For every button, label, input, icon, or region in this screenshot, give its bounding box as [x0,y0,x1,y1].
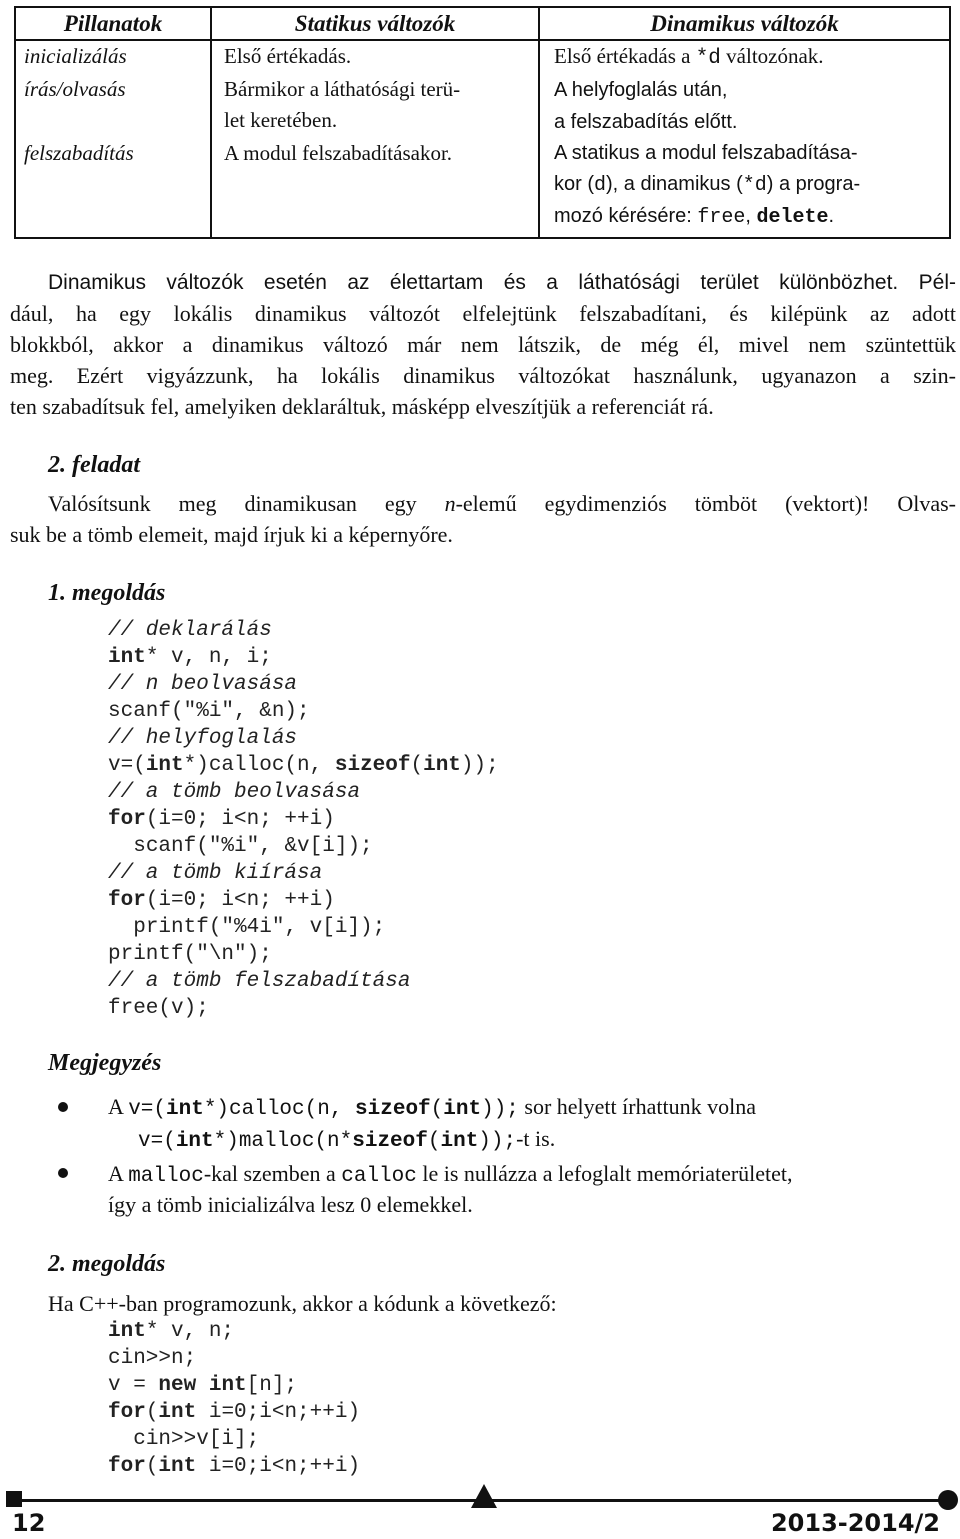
code-line: for(i=0; i<n; ++i) [108,889,335,912]
code-block-cpp [108,1318,360,1480]
note-heading: Megjegyzés [48,1050,162,1076]
code-block-c [108,617,499,1022]
static-cell: A modul felszabadításakor. [211,138,539,238]
code-line: // a tömb kiírása [108,862,323,885]
note-item-continuation: így a tömb inicializálva lesz 0 elemekkel. [108,1192,473,1217]
code-line: cin>>n; [108,1347,197,1370]
solution1-heading: 1. megoldás [48,580,166,606]
triangle-icon [471,1484,497,1508]
header-static: Statikus változók [211,7,539,40]
header-moments: Pillanatok [15,7,211,40]
dynamic-cell: A statikus a modul felszabadítása- kor (d), a dinamikus (*d) a progra- mozó kérésére: free, delete. [539,138,950,238]
bullet-icon [58,1102,68,1112]
task-paragraph: Valósítsunk meg dinamikusan egy n-elemű egydimenziós tömböt (vektort)! Olvas- suk be a tömb elemeit, majd írjuk ki a képernyőre. [10,491,956,547]
code-line: printf("\n"); [108,943,272,966]
table-row [15,74,950,138]
body-paragraph: Dinamikus változók esetén az élettartam és a láthatósági terület különbözhet. Pél- dául, ha egy lokális dinamikus változót elfelejtünk felszabadítani, és kilépünk az adott blokkból, akkor a dinamikus változó már nem látszik, de még él, mivel nem szüntettük meg. Ezért vigyázzunk, ha lokális dinamikus változókat használunk, ugyanazon a szin- ten szabadítsuk fel, amelyiken deklaráltuk, másképp elveszítjük a referenciát rá. [10,271,956,419]
static-cell: Első értékadás. [211,40,539,74]
moment-cell: írás/olvasás [15,74,211,138]
comparison-table [14,6,951,239]
issue-year: 2013-2014/2 [770,1509,940,1537]
bullet-icon [58,1168,68,1178]
note-item-continuation: v=(int*)malloc(n*sizeof(int));-t is. [138,1126,556,1153]
code-line: v=(int*)calloc(n, sizeof(int)); [108,754,499,777]
square-icon [6,1491,22,1507]
code-line: // n beolvasása [108,673,298,696]
note-item: A v=(int*)calloc(n, sizeof(int)); sor helyett írhattunk volna [108,1094,756,1121]
table-row [15,40,950,74]
circle-icon [938,1490,958,1510]
header-dynamic: Dinamikus változók [539,7,950,40]
code-line: int* v, n, i; [108,646,272,669]
static-cell: Bármikor a láthatósági terü- let keretében. [211,74,539,138]
dynamic-cell: Első értékadás a *d változónak. [539,40,950,74]
code-line: printf("%4i", v[i]); [133,916,386,939]
task-heading: 2. feladat [48,452,140,478]
moment-cell: felszabadítás [15,138,211,238]
solution2-intro: Ha C++-ban programozunk, akkor a kódunk a következő: [48,1291,557,1316]
code-line: int* v, n; [108,1320,235,1343]
code-line: scanf("%i", &v[i]); [133,835,373,858]
moment-cell: inicializálás [15,40,211,74]
solution2-heading: 2. megoldás [48,1251,166,1277]
dynamic-cell: A helyfoglalás után, a felszabadítás előtt. [539,74,950,138]
page-number: 12 [12,1509,46,1537]
code-line: v = new int[n]; [108,1374,298,1397]
code-line: // helyfoglalás [108,727,298,750]
code-line: for(int i=0;i<n;++i) [108,1455,361,1478]
note-item: A malloc-kal szemben a calloc le is nullázza a lefoglalt memóriaterületet, [108,1161,793,1188]
code-line: for(int i=0;i<n;++i) [108,1401,361,1424]
code-line: scanf("%i", &n); [108,700,310,723]
table-row [15,138,950,238]
code-line: free(v); [108,997,209,1020]
code-line: // a tömb beolvasása [108,781,361,804]
code-line: // deklarálás [108,619,272,642]
code-line: cin>>v[i]; [133,1428,260,1451]
code-line: for(i=0; i<n; ++i) [108,808,335,831]
code-line: // a tömb felszabadítása [108,970,411,993]
